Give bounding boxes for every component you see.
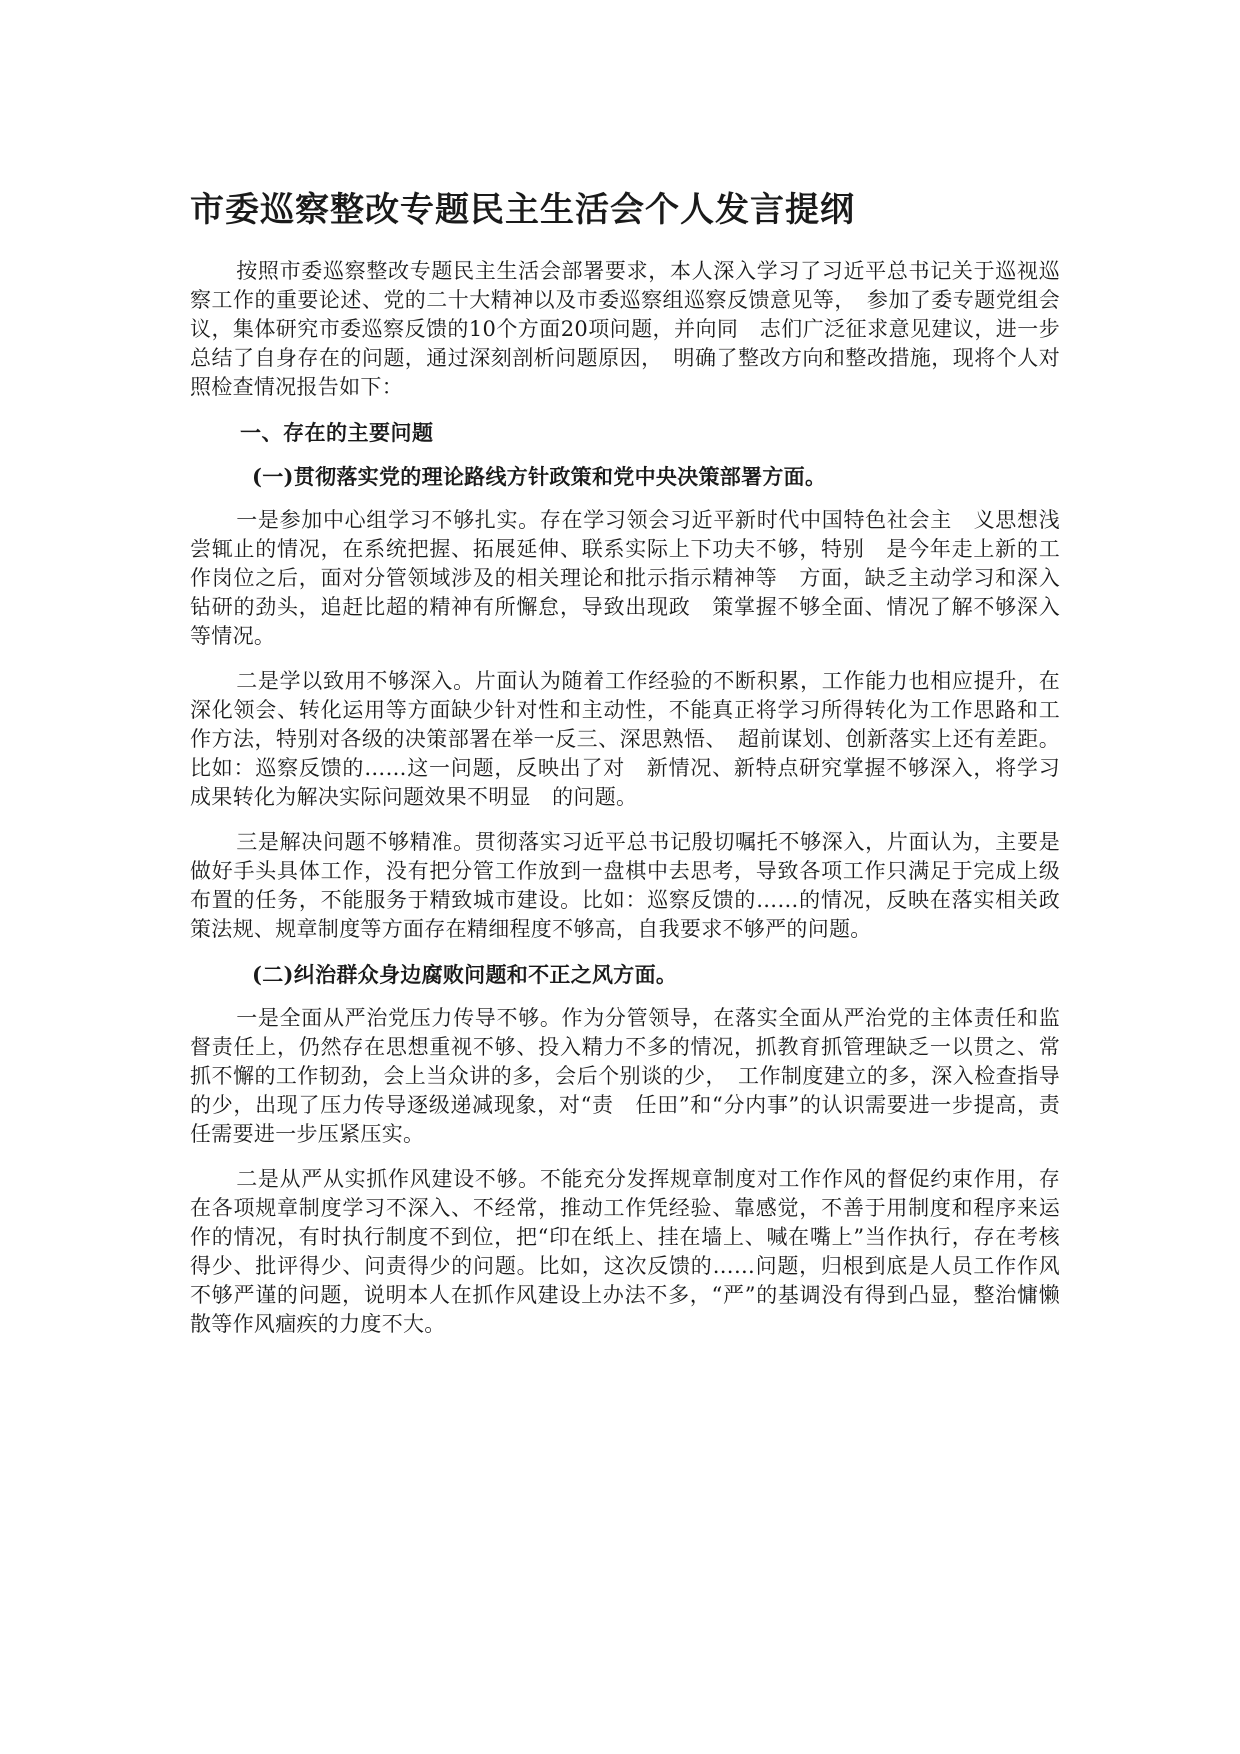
paragraph-problem-solving: 三是解决问题不够精准。贯彻落实习近平总书记殷切嘱托不够深入，片面认为，主要是做好手头具体工作，没有把分管工作放到一盘棋中去思考，导致各项工作只满足于完成上级布置的任务，不能服务于精致城市建设。比如：巡察反馈的……的情况，反映在落实相关政策法规、规章制度等方面存在精细程度不够高，自我要求不够严的问题。 bbox=[190, 830, 1060, 941]
intro-paragraph: 按照市委巡察整改专题民主生活会部署要求，本人深入学习了习近平总书记关于巡视巡察工作的重要论述、党的二十大精神以及市委巡察组巡察反馈意见等， 参加了委专题党组会议，集体研究市委巡察反馈的10个方面20项问题，并向同 志们广泛征求意见建议，进一步总结了自身存在的问题，通过深刻剖析问题原因， 明确了整改方向和整改措施，现将个人对照检查情况报告如下： bbox=[190, 259, 1060, 399]
paragraph-study: 一是参加中心组学习不够扎实。存在学习领会习近平新时代中国特色社会主 义思想浅尝辄止的情况，在系统把握、拓展延伸、联系实际上下功夫不够，特别 是今年走上新的工作岗位之后，面对分管领域涉及的相关理论和批示指示精神等 方面，缺乏主动学习和深入钻研的劲头，追赶比超的精神有所懈怠，导致出现政 策掌握不够全面、情况了解不够深入等情况。 bbox=[190, 508, 1060, 648]
sub-heading-corruption: (二)纠治群众身边腐败问题和不正之风方面。 bbox=[252, 962, 678, 987]
paragraph-application: 二是学以致用不够深入。片面认为随着工作经验的不断积累，工作能力也相应提升，在深化领会、转化运用等方面缺少针对性和主动性，不能真正将学习所得转化为工作思路和工作方法，特别对各级的决策部署在举一反三、深思熟悟、 超前谋划、创新落实上还有差距。比如：巡察反馈的……这一问题，反映出了对 新情况、新特点研究掌握不够深入，将学习成果转化为解决实际问题效果不明显 的问题。 bbox=[190, 669, 1060, 809]
document-title: 市委巡察整改专题民主生活会个人发言提纲 bbox=[190, 190, 855, 230]
section-heading-main-problems: 一、存在的主要问题 bbox=[240, 420, 434, 445]
paragraph-pressure-transmission: 一是全面从严治党压力传导不够。作为分管领导，在落实全面从严治党的主体责任和监督责任上，仍然存在思想重视不够、投入精力不多的情况，抓教育抓管理缺乏一以贯之、常抓不懈的工作韧劲，会上当众讲的多，会后个别谈的少， 工作制度建立的多，深入检查指导的少，出现了压力传导逐级递减现象，对“责 任田”和“分内事”的认识需要进一步提高，责任需要进一步压紧压实。 bbox=[190, 1006, 1060, 1146]
paragraph-work-style: 二是从严从实抓作风建设不够。不能充分发挥规章制度对工作作风的督促约束作用，存在各项规章制度学习不深入、不经常，推动工作凭经验、靠感觉，不善于用制度和程序来运作的情况，有时执行制度不到位，把“印在纸上、挂在墙上、喊在嘴上”当作执行，存在考核得少、批评得少、问责得少的问题。比如，这次反馈的……问题，归根到底是人员工作作风不够严谨的问题，说明本人在抓作风建设上办法不多，“严”的基调没有得到凸显，整治慵懒散等作风痼疾的力度不大。 bbox=[190, 1167, 1060, 1336]
document-page bbox=[190, 185, 1060, 1355]
sub-heading-theory-policy: (一)贯彻落实党的理论路线方针政策和党中央决策部署方面。 bbox=[252, 464, 827, 489]
